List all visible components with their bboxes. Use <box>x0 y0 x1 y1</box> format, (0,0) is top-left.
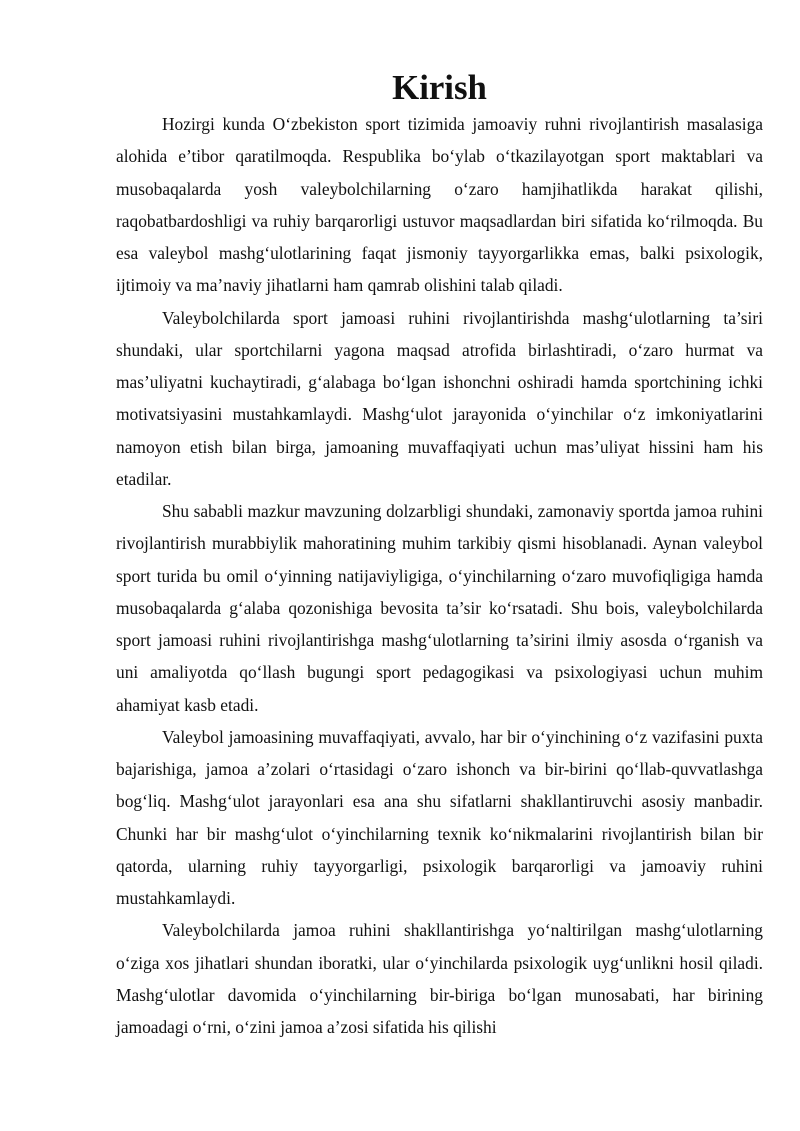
paragraph-2: Valeybolchilarda sport jamoasi ruhini rivojlantirishda mashg‘ulotlarning ta’siri shundaki, ular sportchilarni yagona maqsad atrofida birlashtiradi, o‘zaro hurmat va mas’uliyatni kuchaytiradi, g‘alabaga bo‘lgan ishonchni oshiradi hamda sportchining ichki motivatsiyasini mustahkamlaydi. Mashg‘ulot jarayonida o‘yinchilar o‘z imkoniyatlarini namoyon etish bilan birga, jamoaning muvaffaqiyati uchun mas’uliyat hissini ham his etadilar. <box>116 307 763 489</box>
document-body <box>116 68 763 1043</box>
paragraph-4: Valeybol jamoasining muvaffaqiyati, avvalo, har bir o‘yinchining o‘z vazifasini puxta bajarishiga, jamoa a’zolari o‘rtasidagi o‘zaro ishonch va bir-birini qo‘llab-quvvatlashga bog‘liq. Mashg‘ulot jarayonlari esa ana shu sifatlarni shakllantiruvchi asosiy manbadir. Chunki har bir mashg‘ulot o‘yinchilarning texnik ko‘nikmalarini rivojlantirish bilan bir qatorda, ularning ruhiy tayyorgarligi, psixologik barqarorligi va jamoaviy ruhini mustahkamlaydi. <box>116 726 763 908</box>
paragraph-3: Shu sababli mazkur mavzuning dolzarbligi shundaki, zamonaviy sportda jamoa ruhini rivojlantirish murabbiylik mahoratining muhim tarkibiy qismi hisoblanadi. Aynan valeybol sport turida bu omil o‘yinning natijaviyligiga, o‘yinchilarning o‘zaro muvofiqligiga hamda musobaqalarda g‘alaba qozonishiga bevosita ta’sir ko‘rsatadi. Shu bois, valeybolchilarda sport jamoasi ruhini rivojlantirishga mashg‘ulotlarning ta’sirini ilmiy asosda o‘rganish va uni amaliyotda qo‘llash bugungi sport pedagogikasi va psixologiyasi uchun muhim ahamiyat kasb etadi. <box>116 501 763 715</box>
page-title: Kirish <box>392 68 487 107</box>
paragraph-5: Valeybolchilarda jamoa ruhini shakllantirishga yo‘naltirilgan mashg‘ulotlarning o‘ziga xos jihatlari shundan iboratki, ular o‘yinchilarda psixologik uyg‘unlikni hosil qiladi. Mashg‘ulotlar davomida o‘yinchilarning bir-biriga bo‘lgan munosabati, har birining jamoadagi o‘rni, o‘zini jamoa a’zosi sifatida his qilishi <box>116 920 763 1037</box>
paragraph-1: Hozirgi kunda O‘zbekiston sport tizimida jamoaviy ruhni rivojlantirish masalasiga alohida e’tibor qaratilmoqda. Respublika bo‘ylab o‘tkazilayotgan sport maktablari va musobaqalarda yosh valeybolchilarning o‘zaro hamjihatlikda harakat qilishi, raqobatbardoshligi va ruhiy barqarorligi ustuvor maqsadlardan biri sifatida ko‘rilmoqda. Bu esa valeybol mashg‘ulotlarining faqat jismoniy tayyorgarlikka emas, balki psixologik, ijtimoiy va ma’naviy jihatlarni ham qamrab olishini talab qiladi. <box>116 114 763 296</box>
